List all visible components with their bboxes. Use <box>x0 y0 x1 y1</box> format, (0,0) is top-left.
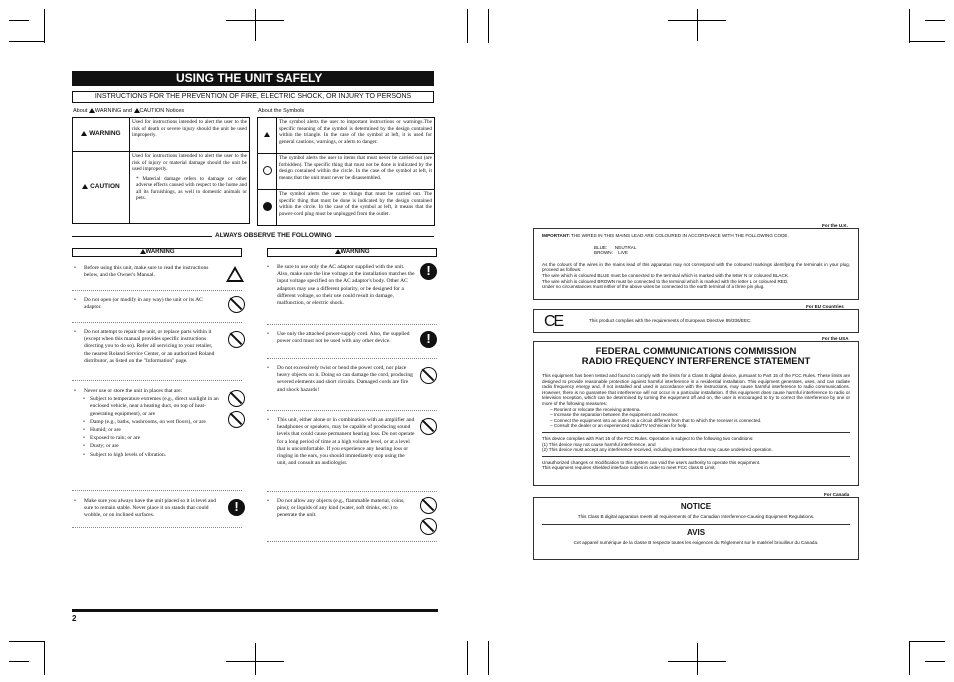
store-subitem: • Subject to high levels of vibration. <box>83 451 167 458</box>
fcc-unauthorized: Unauthorized changes or modification to this system can void the users authority to operate this equipment. <box>542 459 761 465</box>
section-subtitle: INSTRUCTIONS FOR THE PREVENTION OF FIRE, ELECTRIC SHOCK, OR INJURY TO PERSONS <box>72 91 434 103</box>
fcc-title: FEDERAL COMMUNICATIONS COMMISSION <box>595 346 797 357</box>
store-subitem: • Humid; or are <box>83 427 121 434</box>
caution-label: CAUTION <box>90 183 120 191</box>
uk-para2: The wire which is coloured BLUE must be connected to the terminal which is marked with the letter N or coloured BLACK. <box>542 272 790 278</box>
notices-caption: About WARNING and CAUTION Notices <box>73 108 185 114</box>
symbols-table <box>257 117 435 226</box>
always-observe-label: ALWAYS OBSERVE THE FOLLOWING <box>212 232 335 239</box>
list-item: • Do not attempt to repair the unit, or replace parts within it (except when this manual provides specific instructions directing you to do so). Refer all servicing to your retailer, the nearest Roland Service Center, or an authorized Roland distributor, as listed on the "Information" page. <box>74 329 215 364</box>
list-item: • Never use or store the unit in places that are: • Subject to temperature extremes (e.g., direct sunlight in an enclosed vehicle, near a heating duct, on top of heat-generating equipment), or are • Damp (e.g., baths, washrooms, on wet floors), or are • Humid; or are • Exposed to rain; or are • Dusty; or are • Subject to high levels of vibration. <box>74 388 220 459</box>
caution-desc-cell <box>130 152 250 224</box>
mandatory-icon <box>420 331 437 348</box>
no-liquid-icon <box>420 518 437 535</box>
store-subitem: • Exposed to rain; or are <box>83 435 141 442</box>
prohibited-icon <box>228 331 245 348</box>
fcc-comply: (2) This device must accept any interference received, including interference that may cause undesired operation. <box>542 447 773 453</box>
symbol-dot-cell <box>258 190 277 226</box>
uk-para4: Under no circumstances must either of the above wires be connected to the earth terminal of a three pin plug. <box>542 284 765 290</box>
symbol-circle-cell <box>258 154 277 190</box>
symbol-circle-desc: The symbol alerts the user to items that must never be carried out (are forbidden). The specific thing that must not be done is indicated by the design contained within the circle. In the case of the symbol at left, it means that the unit must never be disassembled. <box>277 154 435 190</box>
store-subitem: • Damp (e.g., baths, washrooms, on wet floors), or are <box>83 418 206 425</box>
list-item: • Be sure to use only the AC adaptor supplied with the unit. Also, make sure the line voltage at the installation matches the input voltage specified on the AC adaptor's body. Other AC adaptors may use a different polarity, or be designed for a different voltage, so their use could result in damage, malfunction, or electric shock. <box>267 264 415 307</box>
list-item: • This unit, either alone or in combination with an amplifier and headphones or speakers, may be capable of producing sound levels that could cause permanent hearing loss. Do not operate for a long period of time at a high volume level, or at a level that is uncomfortable. If you experience any hearing loss or ringing in the ears, you should immediately stop using the unit, and consult an audiologist. <box>267 417 415 467</box>
usa-notice-box <box>533 341 859 486</box>
caution-desc: Used for instructions intended to alert the user to the risk of injury or material damage should the unit be used improperly. <box>132 153 247 172</box>
avis-text: Cet appareil numérique de la classe B respecte toutes les exigences du Règlement sur le matériel brouilleur du Canada. <box>573 539 819 545</box>
fcc-measure: – Connect the equipment into an outlet on a circuit different from that to which the receiver is connected. <box>550 417 762 423</box>
warning-header-left: WARNING <box>72 248 242 257</box>
symbol-dot-desc: The symbol alerts the user to things that must be carried out. The specific thing that must be done is indicated by the design contained within the circle. In the case of the symbol at left, it means that the power-cord plug must be unplugged from the outlet. <box>277 190 435 226</box>
list-item: • Use only the attached power-supply cord. Also, the supplied power cord must not be used with any other device. <box>267 331 410 345</box>
uk-para3: The wire which is coloured BROWN must be connected to the terminal which is marked with the letter L or coloured RED. <box>542 278 789 284</box>
prohibited-icon <box>420 497 437 514</box>
list-item: • Do not allow any objects (e.g., flammable material, coins, pins); or liquids of any kind (water, soft drinks, etc.) to penetrate the unit. <box>267 498 405 519</box>
list-item: • Do not excessively twist or bend the power cord, nor place heavy objects on it. Doing so can damage the cord, producing severed elements and short circuits. Damaged cords are fire and shock hazards! <box>267 365 413 393</box>
no-disassembly-icon <box>228 296 245 313</box>
no-water-icon <box>228 390 245 407</box>
prohibited-icon <box>420 367 437 384</box>
caution-triangle-icon <box>134 108 140 113</box>
uk-notice-box <box>533 228 859 300</box>
uk-important: IMPORTANT: THE WIRES IN THIS MAINS LEAD ARE COLOURED IN ACCORDANCE WITH THE FOLLOWING CODE. <box>542 233 789 238</box>
fcc-paragraph: This equipment has been tested and found to comply with the limits for a Class B digital device, pursuant to Part 15 of the FCC Rules. These limits are designed to provide reasonable protection against harmful interference in a residential installation. This equipment generates, uses, and can radiate radio frequency energy and, if not installed and used in accordance with the instructions, may cause harmful interference to radio communications. However, there is no guarantee that interference will not occur in a particular installation. If this equipment does cause harmful interference to radio or television reception, which can be determined by turning the equipment off and on, the user is encouraged to try to correct the interference by one or more of the following measures: <box>542 373 850 406</box>
alert-triangle-icon <box>264 132 270 137</box>
fcc-comply: This device complies with Part 15 of the FCC Rules. Operation is subject to the following two conditions: <box>542 435 754 441</box>
warning-label: WARNING <box>89 130 121 138</box>
eu-tag: For EU Countries <box>806 304 844 309</box>
notice-title: NOTICE <box>680 502 712 511</box>
fcc-measure: – Consult the dealer or an experienced radio/TV technician for help. <box>550 423 688 429</box>
avis-title: AVIS <box>686 527 706 537</box>
caution-triangle-icon <box>226 266 244 282</box>
bottom-rule <box>72 609 438 612</box>
fcc-subtitle: RADIO FREQUENCY INTERFERENCE STATEMENT <box>581 356 811 367</box>
symbols-caption: About the Symbols <box>258 108 305 114</box>
uk-para1: As the colours of the wires in the mains lead of this apparatus may not correspond with the coloured markings identifying the terminals in your plug, proceed as follows: <box>542 261 850 273</box>
warning-cell <box>73 118 130 152</box>
canada-tag: For Canada <box>824 492 850 497</box>
warning-triangle-icon <box>89 108 95 113</box>
caution-note: * Material damage refers to damage or other adverse effects caused with respect to the home and all its furnishings, as well to domestic animals or pets. <box>136 175 247 201</box>
always-observe-divider <box>72 232 434 240</box>
mandatory-icon <box>228 499 245 516</box>
ce-mark-icon: CE <box>544 313 563 330</box>
usa-tag: For the USA <box>822 336 849 341</box>
prohibited-icon <box>420 418 437 435</box>
no-heat-icon <box>228 411 245 428</box>
fcc-measure: – Increase the separation between the equipment and receiver. <box>550 412 679 418</box>
notices-table <box>72 117 250 224</box>
list-item: • Do not open (or modify in any way) the unit or its AC adaptor. <box>74 297 203 311</box>
fcc-shielded: This equipment requires shielded interface cables in order to meet FCC class B Limit. <box>542 465 716 471</box>
fcc-measure: – Reorient or relocate the receiving antenna. <box>550 406 641 412</box>
symbol-triangle-desc: The symbol alerts the user to important instructions or warnings.The specific meaning of the symbol is determined by the design contained within the triangle. In the case of the symbol at left, it is used for general cautions, warnings, or alerts to danger. <box>277 118 435 154</box>
page-title: USING THE UNIT SAFELY <box>72 71 434 86</box>
mandatory-icon <box>420 263 437 280</box>
store-subitem: • Dusty; or are <box>83 443 119 450</box>
mandatory-dot-icon <box>263 202 272 211</box>
store-subitem: • Subject to temperature extremes (e.g., direct sunlight in an enclosed vehicle, near a heating duct, on top of heat-generating equipment), or are <box>83 396 219 417</box>
list-item: • Before using this unit, make sure to read the instructions below, and the Owner's Manual. <box>74 265 209 279</box>
fcc-comply: (1) This device may not cause harmful interference, and <box>542 441 656 447</box>
canada-notice-box <box>533 497 859 560</box>
eu-text: This product complies with the requirements of European Directive 89/336/EEC. <box>589 318 752 323</box>
list-item: • Make sure you always have the unit placed so it is level and sure to remain stable. Never place it on stands that could wobble, or on inclined surfaces. <box>74 498 216 519</box>
uk-brown: BROWN: LIVE <box>594 250 628 256</box>
notice-text: This Class B digital apparatus meets all requirements of the Canadian Interference-Causing Equipment Regulations. <box>577 514 815 519</box>
symbol-triangle-cell <box>258 118 277 154</box>
prohibited-circle-icon <box>263 166 272 175</box>
eu-notice-box <box>533 309 859 333</box>
uk-tag: For the U.K. <box>822 223 849 228</box>
caution-cell <box>73 152 130 224</box>
page-number: 2 <box>72 614 77 623</box>
warning-triangle-icon <box>81 131 87 136</box>
uk-blue: BLUE: NEUTRAL <box>594 244 637 250</box>
caution-triangle-icon <box>82 184 88 189</box>
warning-header-right: WARNING <box>267 248 437 257</box>
warning-desc: Used for instructions intended to alert the user to the risk of death or severe injury should the unit be used improperly. <box>130 118 250 152</box>
